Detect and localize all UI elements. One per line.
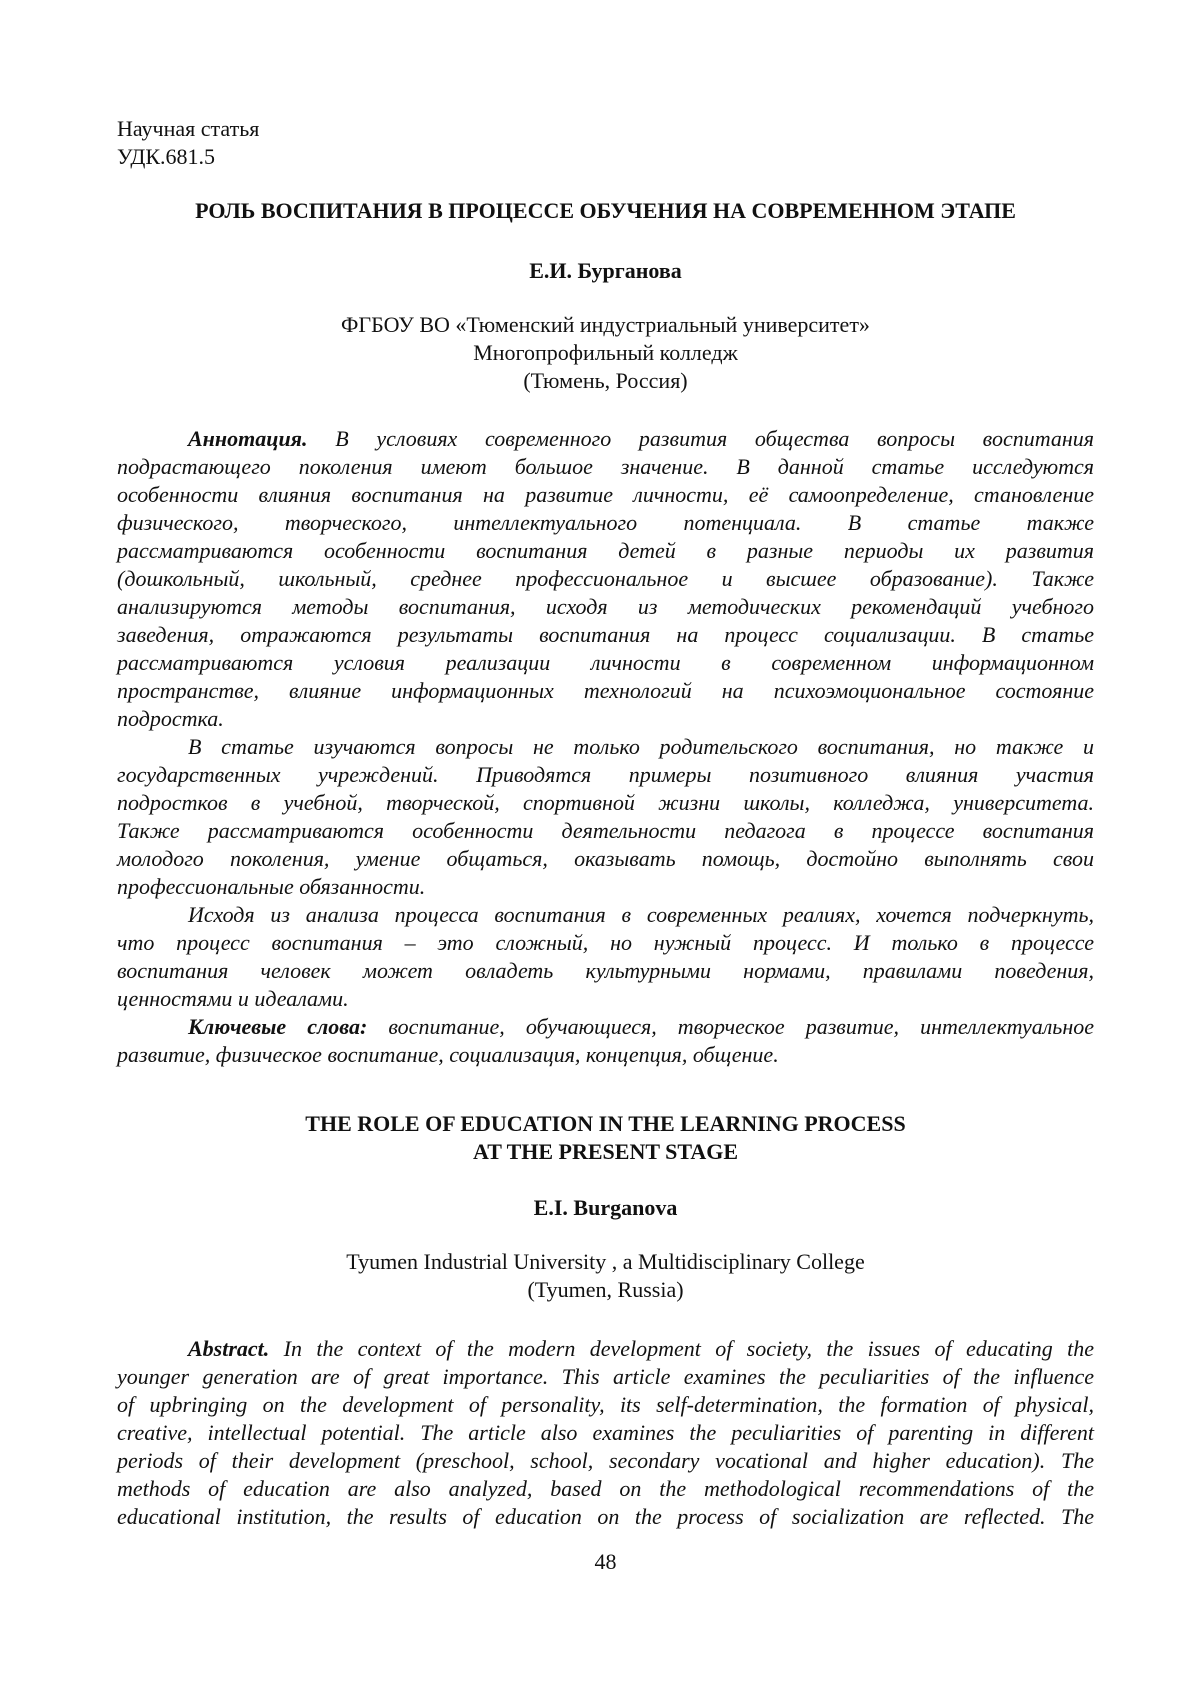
- line-text: воспитания человек может овладеть культурными нормами, правилами поведения,: [117, 958, 1094, 983]
- ru-affiliation-line: (Тюмень, Россия): [117, 367, 1094, 395]
- annotation-line: [117, 873, 1094, 901]
- line-text: анализируются методы воспитания, исходя из методических рекомендаций учебного: [117, 594, 1094, 619]
- abstract-line: [117, 1419, 1094, 1447]
- en-abstract: [117, 1335, 1094, 1531]
- annotation-line: [117, 649, 1094, 677]
- annotation-line: [117, 481, 1094, 509]
- annotation-line: [117, 509, 1094, 537]
- line-text: Исходя из анализа процесса воспитания в современных реалиях, хочется подчеркнуть,: [188, 902, 1094, 927]
- annotation-line: [117, 621, 1094, 649]
- line-text: профессиональные обязанности.: [117, 874, 425, 899]
- annotation-line: [117, 761, 1094, 789]
- annotation-line: [117, 929, 1094, 957]
- line-text: что процесс воспитания – это сложный, но нужный процесс. И только в процессе: [117, 930, 1094, 955]
- article-type: Научная статья: [117, 115, 1094, 143]
- line-text: periods of their development (preschool, school, secondary vocational and higher education). The: [117, 1448, 1094, 1473]
- section-label: Аннотация.: [188, 426, 308, 451]
- abstract-line: [117, 1475, 1094, 1503]
- en-title: [117, 1110, 1094, 1166]
- annotation-line: [117, 733, 1094, 761]
- line-text: of upbringing on the development of personality, its self-determination, the formation of physical,: [117, 1392, 1094, 1417]
- annotation-line: [117, 677, 1094, 705]
- page-number: 48: [117, 1548, 1094, 1576]
- annotation-line: [117, 593, 1094, 621]
- line-text: В статье изучаются вопросы не только родительского воспитания, но также и: [188, 734, 1094, 759]
- section-label: Ключевые слова:: [188, 1014, 367, 1039]
- en-title-line: THE ROLE OF EDUCATION IN THE LEARNING PROCESS: [117, 1110, 1094, 1138]
- annotation-line: [117, 845, 1094, 873]
- line-text: methods of education are also analyzed, based on the methodological recommendations of the: [117, 1476, 1094, 1501]
- line-text: физического, творческого, интеллектуального потенциала. В статье также: [117, 510, 1094, 535]
- en-affiliation-line: Tyumen Industrial University , a Multidisciplinary College: [117, 1248, 1094, 1276]
- line-text: особенности влияния воспитания на развитие личности, её самоопределение, становление: [117, 482, 1094, 507]
- en-affiliation: [117, 1248, 1094, 1304]
- annotation-line: [117, 425, 1094, 453]
- abstract-line: [117, 1335, 1094, 1363]
- line-text: younger generation are of great importance. This article examines the peculiarities of the influence: [117, 1364, 1094, 1389]
- line-text: заведения, отражаются результаты воспитания на процесс социализации. В статье: [117, 622, 1094, 647]
- line-text: подростка.: [117, 706, 224, 731]
- section-label: Abstract.: [188, 1336, 269, 1361]
- en-title-line: AT THE PRESENT STAGE: [117, 1138, 1094, 1166]
- ru-affiliation: [117, 311, 1094, 395]
- line-text: educational institution, the results of education on the process of socialization are reflected. The: [117, 1504, 1094, 1529]
- line-text: государственных учреждений. Приводятся примеры позитивного влияния участия: [117, 762, 1094, 787]
- ru-annotation: [117, 425, 1094, 1069]
- keywords-line: [117, 1041, 1094, 1069]
- line-text: подрастающего поколения имеют большое значение. В данной статье исследуются: [117, 454, 1094, 479]
- line-text: пространстве, влияние информационных технологий на психоэмоциональное состояние: [117, 678, 1094, 703]
- line-text: рассматриваются условия реализации личности в современном информационном: [117, 650, 1094, 675]
- ru-affiliation-line: Многопрофильный колледж: [117, 339, 1094, 367]
- annotation-line: [117, 565, 1094, 593]
- line-text: развитие, физическое воспитание, социализация, концепция, общение.: [117, 1042, 779, 1067]
- ru-author: Е.И. Бурганова: [117, 257, 1094, 285]
- annotation-line: [117, 817, 1094, 845]
- en-author: E.I. Burganova: [117, 1194, 1094, 1222]
- annotation-line: [117, 985, 1094, 1013]
- line-text: Также рассматриваются особенности деятельности педагога в процессе воспитания: [117, 818, 1094, 843]
- line-text: ценностями и идеалами.: [117, 986, 349, 1011]
- line-text: молодого поколения, умение общаться, оказывать помощь, достойно выполнять свои: [117, 846, 1094, 871]
- keywords-line: [117, 1013, 1094, 1041]
- annotation-line: [117, 957, 1094, 985]
- annotation-line: [117, 789, 1094, 817]
- ru-affiliation-line: ФГБОУ ВО «Тюменский индустриальный университет»: [117, 311, 1094, 339]
- abstract-line: [117, 1447, 1094, 1475]
- line-text: подростков в учебной, творческой, спортивной жизни школы, колледжа, университета.: [117, 790, 1094, 815]
- line-text: (дошкольный, школьный, среднее профессиональное и высшее образование). Также: [117, 566, 1094, 591]
- line-text: В условиях современного развития общества вопросы воспитания: [335, 426, 1094, 451]
- abstract-line: [117, 1391, 1094, 1419]
- ru-title: РОЛЬ ВОСПИТАНИЯ В ПРОЦЕССЕ ОБУЧЕНИЯ НА СОВРЕМЕННОМ ЭТАПЕ: [117, 197, 1094, 225]
- annotation-line: [117, 705, 1094, 733]
- annotation-line: [117, 453, 1094, 481]
- abstract-line: [117, 1503, 1094, 1531]
- abstract-line: [117, 1363, 1094, 1391]
- line-text: In the context of the modern development of society, the issues of educating the: [284, 1336, 1094, 1361]
- line-text: creative, intellectual potential. The article also examines the peculiarities of parenting in different: [117, 1420, 1094, 1445]
- line-text: воспитание, обучающиеся, творческое развитие, интеллектуальное: [388, 1014, 1094, 1039]
- en-affiliation-line: (Tyumen, Russia): [117, 1276, 1094, 1304]
- line-text: рассматриваются особенности воспитания детей в разные периоды их развития: [117, 538, 1094, 563]
- annotation-line: [117, 537, 1094, 565]
- annotation-line: [117, 901, 1094, 929]
- udc-code: УДК.681.5: [117, 143, 1094, 171]
